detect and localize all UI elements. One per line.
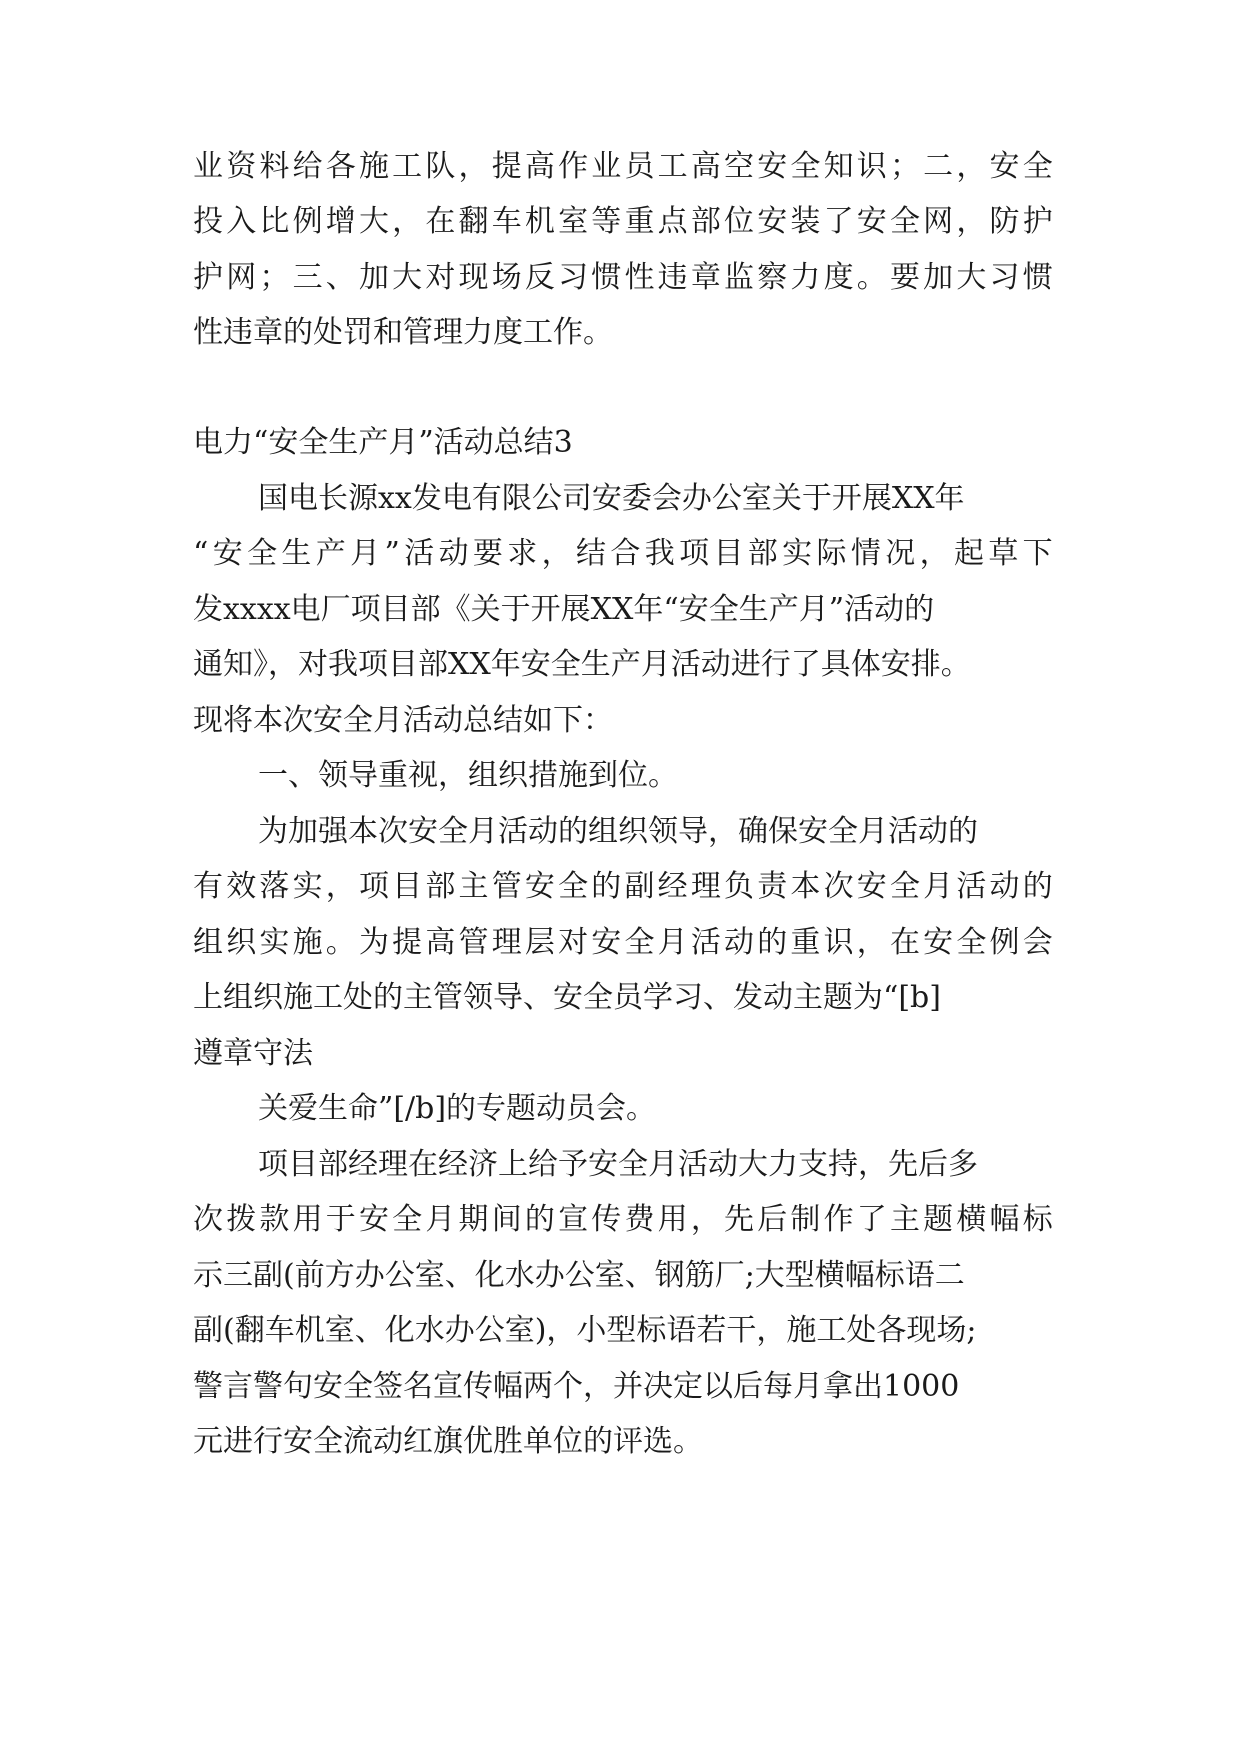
text-line: 元进行安全流动红旗优胜单位的评选。 (193, 1424, 703, 1459)
text-line: 关爱生命”[/b]的专题动员会。 (258, 1091, 657, 1126)
text-line: “ 安 全 生 产 月 ” 活 动 要 求 ， 结 合 我 项 目 部 实 际 情 况 ， 起 草 下 (193, 536, 1053, 571)
text-line: 遵章守法 (193, 1036, 313, 1071)
text-line: 组 织 实 施 。 为 提 高 管 理 层 对 安 全 月 活 动 的 重 识 ， 在 安 全 例 会 (193, 925, 1053, 960)
text-line: 为加强本次安全月活动的组织领导，确保安全月活动的 (258, 814, 978, 849)
section-heading: 电力“安全生产月”活动总结3 (193, 425, 573, 460)
text-line: 项目部经理在经济上给予安全月活动大力支持，先后多 (258, 1147, 978, 1182)
text-line: 业 资 料 给 各 施 工 队 ， 提 高 作 业 员 工 高 空 安 全 知 识 ； 二 ， 安 全 (193, 149, 1053, 184)
text-line: 现将本次安全月活动总结如下： (193, 703, 613, 738)
text-line: 投 入 比 例 增 大 ， 在 翻 车 机 室 等 重 点 部 位 安 装 了 安 全 网 ， 防 护 (193, 204, 1053, 239)
text-line: 发xxxx电厂项目部《关于开展XX年“安全生产月”活动的 (193, 592, 935, 627)
text-line: 示三副(前方办公室、化水办公室、钢筋厂;大型横幅标语二 (193, 1258, 965, 1293)
text-line: 有 效 落 实 ， 项 目 部 主 管 安 全 的 副 经 理 负 责 本 次 安 全 月 活 动 的 (193, 869, 1053, 904)
text-line: 警言警句安全签名宣传幅两个，并决定以后每月拿出1000 (193, 1369, 960, 1404)
text-line: 国电长源xx发电有限公司安委会办公室关于开展XX年 (258, 481, 965, 516)
text-line: 上组织施工处的主管领导、安全员学习、发动主题为“[b] (193, 980, 941, 1015)
subheading: 一、领导重视，组织措施到位。 (258, 758, 678, 793)
text-line: 副(翻车机室、化水办公室)，小型标语若干，施工处各现场; (193, 1313, 977, 1348)
text-line: 次 拨 款 用 于 安 全 月 期 间 的 宣 传 费 用 ， 先 后 制 作 了 主 题 横 幅 标 (193, 1202, 1053, 1237)
text-line: 护 网 ； 三 、 加 大 对 现 场 反 习 惯 性 违 章 监 察 力 度 。 要 加 大 习 惯 (193, 260, 1053, 295)
text-line: 性违章的处罚和管理力度工作。 (193, 315, 613, 350)
text-line: 通知》，对我项目部XX年安全生产月活动进行了具体安排。 (193, 647, 971, 682)
